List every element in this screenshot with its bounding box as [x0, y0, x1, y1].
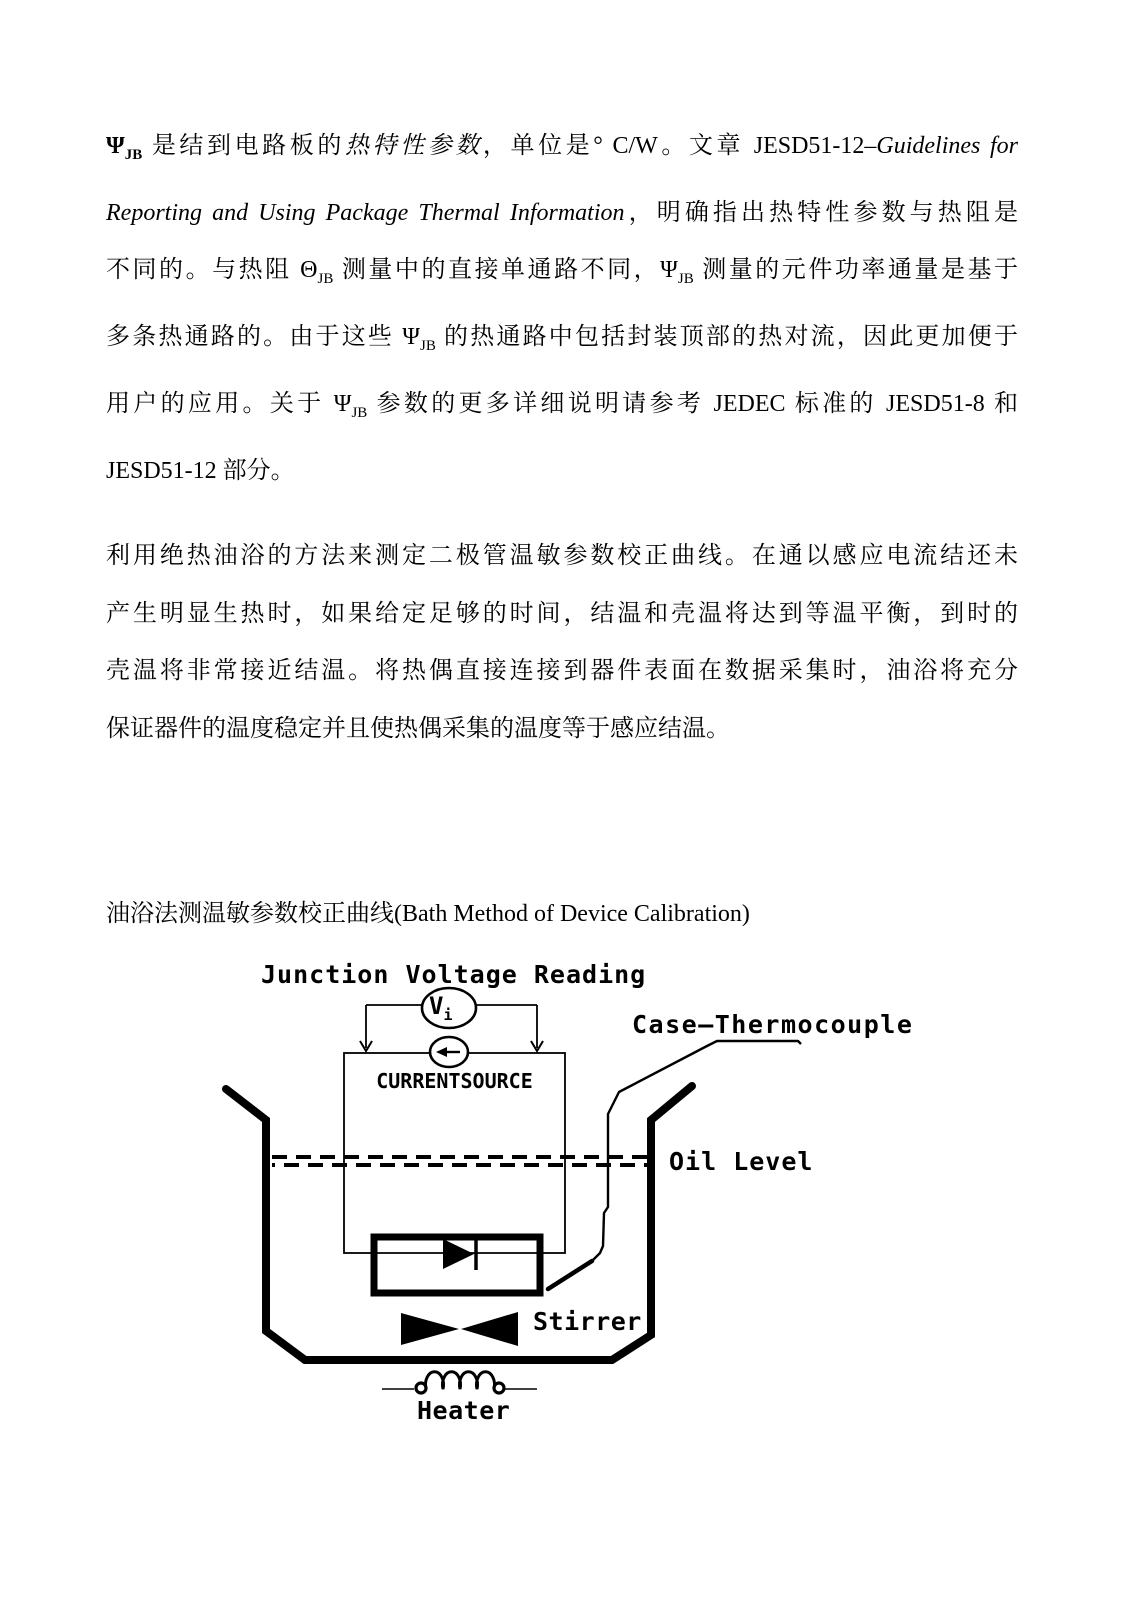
- text-segment: 壳温将非常接近结温。将热偶直接连接到器件表面在数据采集时，油浴将充分: [106, 658, 1018, 685]
- figure-caption-text: 油浴法测温敏参数校正曲线(Bath Method of Device Calibration): [106, 901, 750, 927]
- text-segment: 用户的应用。关于 Ψ: [106, 390, 352, 417]
- stirrer-label: Stirrer: [533, 1307, 642, 1336]
- text-segment: 不同的。与热阻 Θ: [106, 257, 318, 284]
- voltmeter-vi-label: [429, 993, 452, 1024]
- text-segment: JESD51-12 部分。: [106, 457, 295, 484]
- text-segment: 产生明显生热时，如果给定足够的时间，结温和壳温将达到等温平衡，到时的: [106, 600, 1018, 627]
- text-segment: 热特性参数: [344, 133, 483, 159]
- voltmeter-v: V: [429, 992, 444, 1020]
- text-segment: ，明确指出热特性参数与热阻是: [624, 199, 1019, 226]
- heater-coil-end-right: [494, 1383, 504, 1393]
- thermocouple-wire-lower: [548, 1261, 592, 1289]
- currentsource-label: CURRENTSOURCE: [376, 1069, 533, 1093]
- text-segment: Guidelines for: [876, 133, 1018, 159]
- voltmeter-sub-i: i: [443, 1006, 453, 1024]
- oil-level-label: Oil Level: [669, 1147, 814, 1176]
- text-segment: 的热通路中包括封装顶部的热对流，因此更加便于: [435, 324, 1018, 351]
- text-segment: 多条热通路的。由于这些 Ψ: [106, 324, 420, 351]
- text-segment: 参数的更多详细说明请参考 JEDEC 标准的 JESD51-8 和: [367, 390, 1018, 417]
- text-segment: JB: [351, 404, 368, 421]
- text-segment: Reporting and Using Package Thermal Information: [106, 199, 625, 226]
- stirrer-blade-left: [401, 1313, 459, 1345]
- text-segment: JB: [677, 271, 694, 288]
- text-segment: 利用绝热油浴的方法来测定二极管温敏参数校正曲线。在通以感应电流结还未: [106, 543, 1018, 569]
- text-segment: Ψ: [106, 133, 125, 159]
- case-thermocouple-label: Case–Thermocouple: [632, 1010, 914, 1039]
- text-segment: 保证器件的温度稳定并且使热偶采集的温度等于感应结温。: [106, 716, 730, 743]
- text-segment: 是结到电路板的: [142, 133, 345, 159]
- text-segment: 测量的元件功率通量是基于: [693, 257, 1018, 284]
- heater-coil-end-left: [416, 1383, 426, 1393]
- text-segment: JB: [419, 338, 436, 355]
- text-segment: ，单位是° C/W。文章 JESD51-12–: [482, 133, 877, 159]
- text-segment: JB: [317, 271, 334, 288]
- heater-label: Heater: [417, 1396, 511, 1425]
- junction-voltage-reading-label: Junction Voltage Reading: [261, 960, 647, 989]
- heater-coil: [426, 1372, 495, 1389]
- device-box: [374, 1237, 540, 1293]
- text-segment: JB: [124, 147, 143, 163]
- text-segment: 测量中的直接单通路不同，Ψ: [333, 257, 678, 284]
- stirrer-blade-right: [461, 1312, 518, 1346]
